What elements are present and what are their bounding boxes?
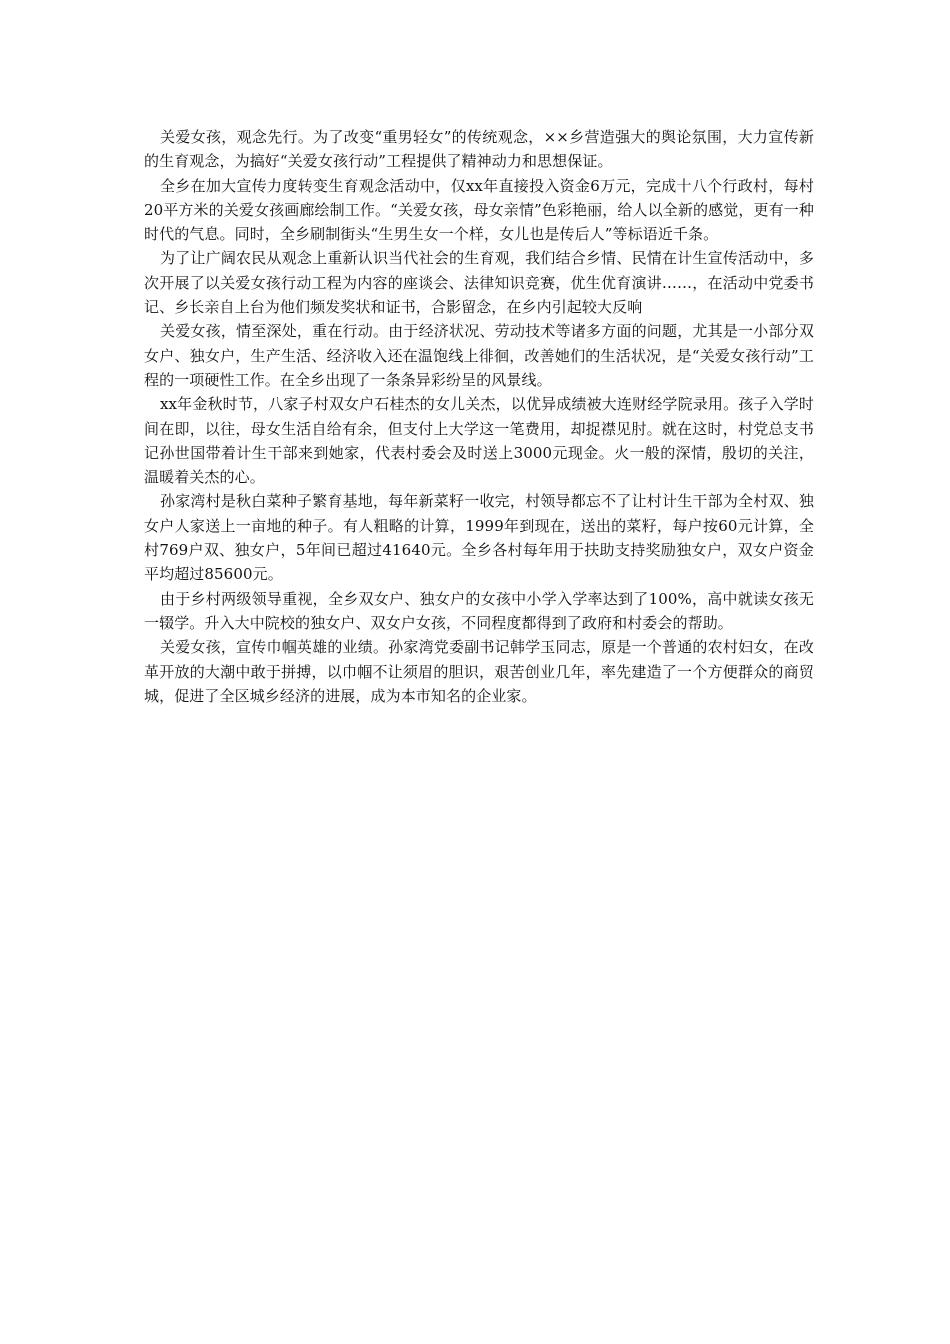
paragraph: 关爱女孩，观念先行。为了改变“重男轻女”的传统观念，××乡营造强大的舆论氛围，大力宣传新的生育观念，为搞好“关爱女孩行动”工程提供了精神动力和思想保证。 [144,128,814,171]
paragraph: 全乡在加大宣传力度转变生育观念活动中，仅xx年直接投入资金6万元，完成十八个行政村，每村20平方米的关爱女孩画廊绘制工作。“关爱女孩，母女亲情”色彩艳丽，给人以全新的感觉，更有一种时代的气息。同时，全乡刷制街头“生男生女一个样，女儿也是传后人”等标语近千条。 [144,176,814,244]
document-body [144,125,814,708]
paragraph: 由于乡村两级领导重视，全乡双女户、独女户的女孩中小学入学率达到了100%，高中就读女孩无一辍学。升入大中院校的独女户、双女户女孩，不同程度都得到了政府和村委会的帮助。 [144,589,814,632]
paragraph: 孙家湾村是秋白菜种子繁育基地，每年新菜籽一收完，村领导都忘不了让村计生干部为全村双、独女户人家送上一亩地的种子。有人粗略的计算，1999年到现在，送出的菜籽，每户按60元计算，全村769户双、独女户，5年间已超过41640元。全乡各村每年用于扶助支持奖励独女户，双女户资金平均超过85600元。 [144,492,814,584]
paragraph: 关爱女孩，宣传巾帼英雄的业绩。孙家湾党委副书记韩学玉同志，原是一个普通的农村妇女，在改革开放的大潮中敢于拼搏，以巾帼不让须眉的胆识，艰苦创业几年，率先建造了一个方便群众的商贸城，促进了全区城乡经济的进展，成为本市知名的企业家。 [144,638,814,705]
paragraph: 关爱女孩，情至深处，重在行动。由于经济状况、劳动技术等诸多方面的问题，尤其是一小部分双女户、独女户，生产生活、经济收入还在温饱线上徘徊，改善她们的生活状况，是“关爱女孩行动”工程的一项硬性工作。在全乡出现了一条条异彩纷呈的风景线。 [144,322,814,389]
paragraph: 为了让广阔农民从观念上重新认识当代社会的生育观，我们结合乡情、民情在计生宣传活动中，多次开展了以关爱女孩行动工程为内容的座谈会、法律知识竞赛，优生优育演讲……，在活动中党委书记、乡长亲自上台为他们频发奖状和证书，合影留念，在乡内引起较大反响 [144,249,814,317]
paragraph: xx年金秋时节，八家子村双女户石桂杰的女儿关杰，以优异成绩被大连财经学院录用。孩子入学时间在即，以往，母女生活自给有余，但支付上大学这一笔费用，却捉襟见肘。就在这时，村党总支书记孙世国带着计生干部来到她家，代表村委会及时送上3000元现金。火一般的深情，殷切的关注，温暖着关杰的心。 [144,395,814,487]
